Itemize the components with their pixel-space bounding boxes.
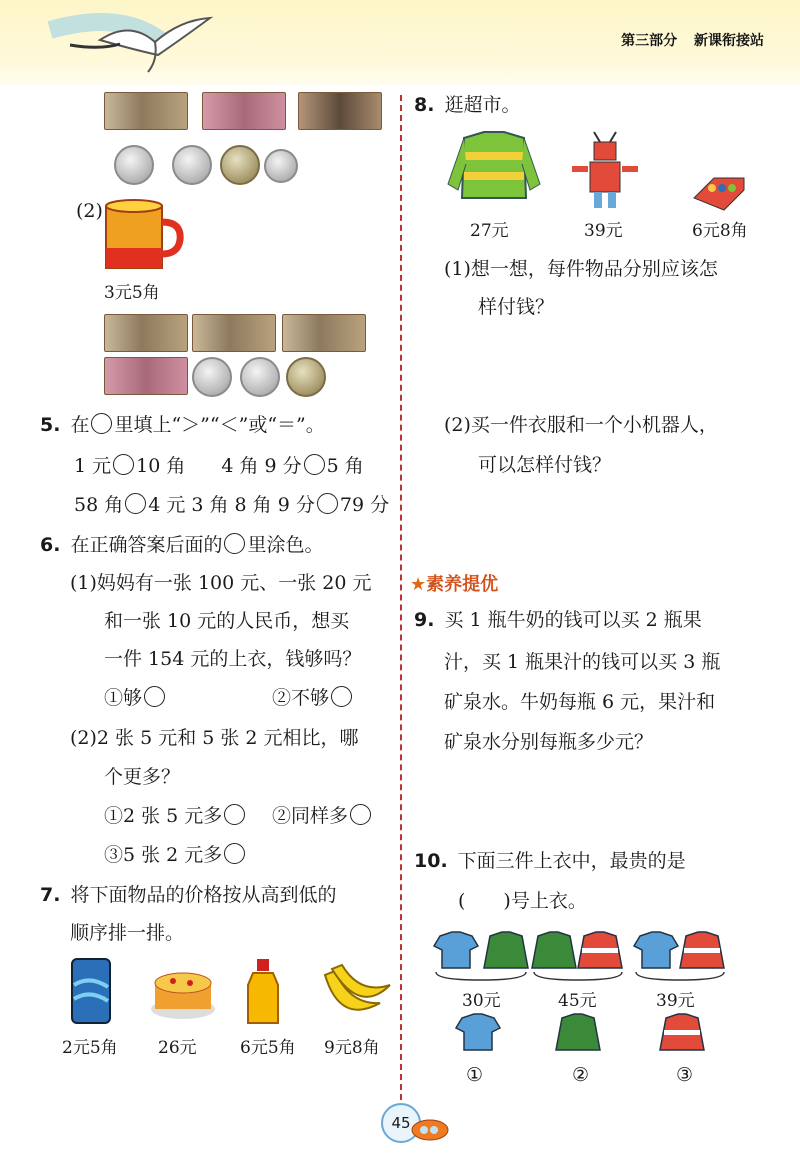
q6-option-2: [272, 683, 354, 713]
question-text: 矿泉水分别每瓶多少元？: [444, 731, 654, 753]
question-9: [414, 605, 702, 635]
section-title: 素养提优: [426, 574, 499, 595]
q7-price: 9元8角: [324, 1038, 380, 1058]
question-text: 里填上“＞”“＜”或“＝”。: [114, 414, 325, 436]
q6-option-3: [104, 801, 247, 831]
answer-circle[interactable]: [331, 686, 352, 707]
compare-value: 79 分: [339, 494, 390, 516]
q6-text: 个更多？: [104, 766, 181, 788]
q6-text: (1)妈妈有一张 100 元、一张 20 元: [70, 572, 372, 594]
banknote-1-yuan: [282, 314, 366, 352]
coin-icon: [240, 357, 280, 397]
q8-text: 样付钱？: [478, 296, 555, 318]
jacket-icon: [532, 932, 576, 968]
question-text: 在: [70, 414, 90, 436]
q8-text: (1)想一想，每件物品分别应该怎: [444, 258, 718, 280]
star-icon: ★: [410, 574, 427, 595]
question-number: 5.: [40, 414, 61, 436]
q5-row-2: [74, 490, 389, 520]
jacket-icon: [484, 932, 528, 968]
answer-circle[interactable]: [113, 454, 134, 475]
question-text: 矿泉水。牛奶每瓶 6 元，果汁和: [444, 691, 716, 713]
banknote-1-yuan: [104, 314, 188, 352]
q8-price: 39元: [584, 221, 623, 241]
banknote-5-jiao: [202, 92, 286, 130]
q6-text: 和一张 10 元的人民币，想买: [104, 610, 350, 632]
compare-value: 5 角: [326, 455, 364, 477]
option-label: ①够: [104, 687, 143, 709]
seagull-icon: [40, 0, 260, 80]
compare-value: 1 元: [74, 455, 112, 477]
q8-text: (2)买一件衣服和一个小机器人，: [444, 414, 718, 436]
q6-text: (2)2 张 5 元和 5 张 2 元相比，哪: [70, 727, 359, 749]
jacket-icon: [556, 1014, 600, 1050]
red-sweater-icon: [660, 1014, 704, 1050]
answer-circle[interactable]: [350, 804, 371, 825]
option-label: ②不够: [272, 687, 330, 709]
question-7: [40, 880, 336, 910]
question-number: 10.: [414, 850, 448, 872]
q6-option-1: [104, 683, 167, 713]
answer-circle[interactable]: [91, 413, 112, 434]
can-icon: [72, 959, 110, 1023]
question-text: 在正确答案后面的: [70, 534, 223, 556]
header-title: [609, 30, 764, 50]
q8-text: 可以怎样付钱？: [478, 454, 612, 476]
banknote-1-yuan: [192, 314, 276, 352]
question-number: 6.: [40, 534, 61, 556]
tshirt-icon: [456, 1014, 500, 1050]
question-text: 顺序排一排。: [70, 922, 185, 944]
banknote-10-yuan: [298, 92, 382, 130]
question-6: [40, 530, 323, 560]
option-number: ②: [572, 1064, 590, 1086]
q6-option-4: [272, 801, 373, 831]
compare-value: 4 元 3 角 8 角 9 分: [148, 494, 315, 516]
tshirt-icon: [434, 932, 478, 968]
section-header: [410, 570, 498, 596]
answer-circle[interactable]: [224, 843, 245, 864]
compare-value: 10 角: [136, 455, 186, 477]
q7-price: 26元: [158, 1038, 197, 1058]
page-number: 45: [381, 1103, 421, 1143]
answer-circle[interactable]: [317, 493, 338, 514]
option-label: ①2 张 5 元多: [104, 805, 223, 827]
submarine-icon: [404, 1110, 454, 1144]
q5-row-1: [74, 451, 364, 481]
pair-price: 39元: [656, 991, 695, 1011]
answer-circle[interactable]: [144, 686, 165, 707]
option-label: ②同样多: [272, 805, 349, 827]
mug-icon: [100, 198, 185, 274]
mug-price: 3元5角: [104, 283, 160, 303]
answer-circle[interactable]: [224, 533, 245, 554]
coin-icon: [264, 149, 298, 183]
banknote-1-yuan: [104, 92, 188, 130]
option-label: ③5 张 2 元多: [104, 844, 223, 866]
question-text: 里涂色。: [247, 534, 324, 556]
question-text: 下面三件上衣中，最贵的是: [457, 850, 686, 872]
pair-price: 45元: [558, 991, 597, 1011]
question-text: 逛超市。: [444, 94, 521, 116]
question-number: 8.: [414, 94, 435, 116]
banknote-5-jiao: [104, 357, 188, 395]
question-8: [414, 90, 520, 120]
coin-icon: [286, 357, 326, 397]
question-text: 买 1 瓶牛奶的钱可以买 2 瓶果: [444, 609, 702, 631]
question-text: 将下面物品的价格按从高到低的: [70, 884, 337, 906]
option-number: ③: [676, 1064, 694, 1086]
q8-price: 27元: [470, 221, 509, 241]
abacus-icon: [694, 178, 744, 210]
q8-items: [444, 128, 784, 213]
answer-circle[interactable]: [125, 493, 146, 514]
q7-price: 2元5角: [62, 1038, 118, 1058]
brace: [436, 972, 724, 980]
q8-price: 6元8角: [692, 221, 748, 241]
q10-options: [450, 1012, 730, 1058]
q7-price: 6元5角: [240, 1038, 296, 1058]
q10-pairs: [430, 928, 740, 986]
red-sweater-icon: [680, 932, 724, 968]
question-text: 汁，买 1 瓶果汁的钱可以买 3 瓶: [444, 651, 721, 673]
cake-icon: [151, 973, 215, 1019]
juice-bottle-icon: [248, 959, 278, 1023]
q6-text: 一件 154 元的上衣，钱够吗？: [104, 648, 362, 670]
compare-value: 58 角: [74, 494, 124, 516]
red-sweater-icon: [578, 932, 622, 968]
answer-circle[interactable]: [304, 454, 325, 475]
question-10: [414, 846, 686, 876]
compare-value: 4 角 9 分: [221, 455, 302, 477]
option-number: ①: [466, 1064, 484, 1086]
robot-icon: [572, 132, 638, 208]
column-divider: [400, 95, 402, 1100]
q6-option-5: [104, 840, 247, 870]
answer-circle[interactable]: [224, 804, 245, 825]
question-number: 7.: [40, 884, 61, 906]
pair-price: 30元: [462, 991, 501, 1011]
coin-icon: [192, 357, 232, 397]
coin-icon: [114, 145, 154, 185]
coin-icon: [172, 145, 212, 185]
question-number: 9.: [414, 609, 435, 631]
sweater-icon: [448, 132, 540, 198]
banana-icon: [325, 965, 390, 1010]
tshirt-icon: [634, 932, 678, 968]
q7-items: [60, 955, 400, 1030]
coin-icon: [220, 145, 260, 185]
question-5: [40, 410, 325, 440]
question-text: ( )号上衣。: [458, 890, 587, 912]
part-label: (2): [76, 200, 103, 222]
header-section: 第三部分: [621, 33, 678, 49]
header-name: 新课衔接站: [694, 33, 764, 49]
